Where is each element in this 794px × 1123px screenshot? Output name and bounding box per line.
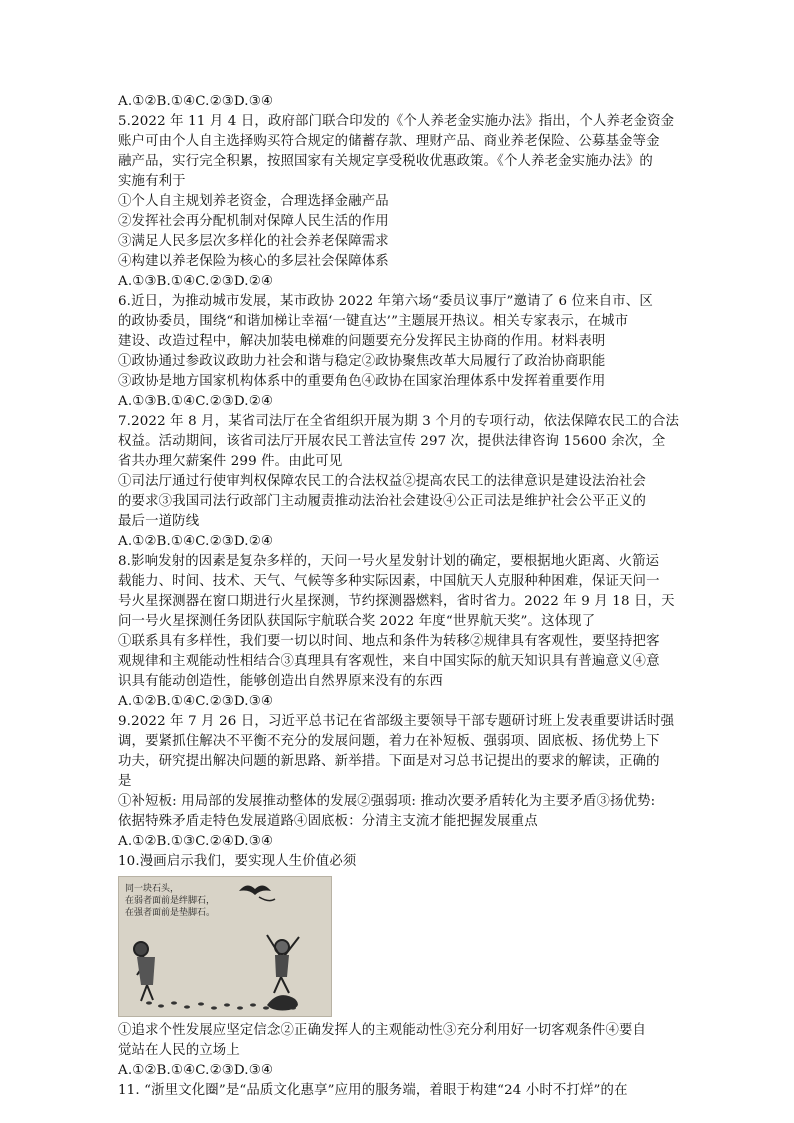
q6-statement: ①政协通过参政议政助力社会和谐与稳定②政协聚焦改革大局履行了政治协商职能 <box>118 354 606 369</box>
q5-stem-line: 账户可由个人自主选择购买符合规定的储蓄存款、理财产品、商业养老保险、公募基金等金 <box>118 134 660 149</box>
q8-stem-line: 8.影响发射的因素是复杂多样的，天问一号火星发射计划的确定，要根据地火距离、火箭运 <box>118 554 660 569</box>
question-10 <box>118 852 678 1081</box>
q5-stem-line: 融产品，实行完全积累，按照国家有关规定享受税收优惠政策。《个人养老金实施办法》的 <box>118 154 653 169</box>
q7-stem-line: 7.2022 年 8 月，某省司法厅在全省组织开展为期 3 个月的专项行动，依法保障农民工的合法 <box>118 414 680 429</box>
q9-stem-line: 功夫，研究提出解决问题的新思路、新举措。下面是对习总书记提出的要求的解读，正确的 <box>118 754 660 769</box>
q10-stem-line: 10.漫画启示我们，要实现人生价值必须 <box>118 854 357 869</box>
comic-caption-line: 在弱者面前是绊脚石， <box>125 896 216 906</box>
q6-statement: ③政协是地方国家机构体系中的重要角色④政协在国家治理体系中发挥着重要作用 <box>118 374 606 389</box>
q5-statement: ④构建以养老保险为核心的多层社会保障体系 <box>118 254 389 269</box>
comic-caption-line: 同一块石头， <box>125 884 180 894</box>
q8-statement: 识具有能动创造性，能够创造出自然界原来没有的东西 <box>118 674 443 689</box>
question-6 <box>118 292 678 412</box>
q7-statement: ①司法厅通过行使审判权保障农民工的合法权益②提高农民工的法律意识是建设法治社会 <box>118 474 647 489</box>
q7-statement: 最后一道防线 <box>118 514 200 529</box>
q5-statement: ③满足人民多层次多样化的社会养老保障需求 <box>118 234 389 249</box>
q9-options: A.①②B.①③C.②④D.③④ <box>118 834 273 849</box>
q7-statement: 的要求③我国司法行政部门主动履责推动法治社会建设④公正司法是维护社会公平正义的 <box>118 494 647 509</box>
q5-stem-line: 5.2022 年 11 月 4 日，政府部门联合印发的《个人养老金实施办法》指出，个人养老金资金 <box>118 114 675 129</box>
q5-statement: ②发挥社会再分配机制对保障人民生活的作用 <box>118 214 389 229</box>
q10-options: A.①②B.①④C.②③D.③④ <box>118 1063 273 1078</box>
q5-options: A.①③B.①④C.②③D.②④ <box>118 274 273 289</box>
q8-statement: ①联系具有多样性，我们要一切以时间、地点和条件为转移②规律具有客观性，要坚持把客 <box>118 634 660 649</box>
question-8 <box>118 552 678 712</box>
q6-stem-line: 6.近日，为推动城市发展，某市政协 2022 年第六场“委员议事厅”邀请了 6 位来自市、区 <box>118 294 653 309</box>
q6-stem-line: 的政协委员，围绕“和谐加梯让幸福‘一键直达’”主题展开热议。相关专家表示，在城市 <box>118 314 629 329</box>
q8-statement: 观规律和主观能动性相结合③真理具有客观性，来自中国实际的航天知识具有普遍意义④意 <box>118 654 660 669</box>
document-page <box>118 92 678 1101</box>
q10-statement: ①追求个性发展应坚定信念②正确发挥人的主观能动性③充分利用好一切客观条件④要自 <box>118 1023 647 1038</box>
q9-statement: 依据特殊矛盾走特色发展道路④固底板：分清主支流才能把握发展重点 <box>118 814 538 829</box>
q6-options: A.①③B.①④C.②③D.②④ <box>118 394 273 409</box>
q8-options: A.①②B.①④C.②③D.③④ <box>118 694 273 709</box>
q4-options: A.①②B.①④C.②③D.③④ <box>118 94 273 109</box>
q9-stem-line: 调，要紧抓住解决不平衡不充分的发展问题，着力在补短板、强弱项、固底板、扬优势上下 <box>118 734 660 749</box>
q8-stem-line: 载能力、时间、技术、天气、气候等多种实际因素，中国航天人克服种种困难，保证天问一 <box>118 574 660 589</box>
question-5 <box>118 112 678 292</box>
q6-stem-line: 建设、改造过程中，解决加装电梯难的问题要充分发挥民主协商的作用。材料表明 <box>118 334 606 349</box>
question-7 <box>118 412 678 552</box>
question-11 <box>118 1081 678 1101</box>
q9-stem-line: 9.2022 年 7 月 26 日，习近平总书记在省部级主要领导干部专题研讨班上发表重要讲话时强 <box>118 714 675 729</box>
q5-statement: ①个人自主规划养老资金，合理选择金融产品 <box>118 194 389 209</box>
comic-image <box>118 876 332 1017</box>
q11-stem-line: 11. “浙里文化圈”是“品质文化惠享”应用的服务端，着眼于构建“24 小时不打烊”的在 <box>118 1083 628 1098</box>
question-9 <box>118 712 678 852</box>
comic-caption-line: 在强者面前是垫脚石。 <box>125 908 216 918</box>
comic-drawing <box>119 877 331 1016</box>
q8-stem-line: 问一号火星探测任务团队获国际宇航联合奖 2022 年度“世界航天奖”。这体现了 <box>118 614 596 629</box>
q9-statement: ①补短板: 用局部的发展推动整体的发展②强弱项: 推动次要矛盾转化为主要矛盾③扬优势: <box>118 794 656 809</box>
q5-stem-line: 实施有利于 <box>118 174 186 189</box>
q8-stem-line: 号火星探测器在窗口期进行火星探测，节约探测器燃料，省时省力。2022 年 9 月 18 日，天 <box>118 594 675 609</box>
q7-options: A.①②B.①④C.②③D.②④ <box>118 534 273 549</box>
q7-stem-line: 省共办理欠薪案件 299 件。由此可见 <box>118 454 343 469</box>
q7-stem-line: 权益。活动期间，该省司法厅开展农民工普法宣传 297 次，提供法律咨询 15600 余次，全 <box>118 434 666 449</box>
q10-statement: 觉站在人民的立场上 <box>118 1043 240 1058</box>
q9-stem-line: 是 <box>118 774 132 789</box>
